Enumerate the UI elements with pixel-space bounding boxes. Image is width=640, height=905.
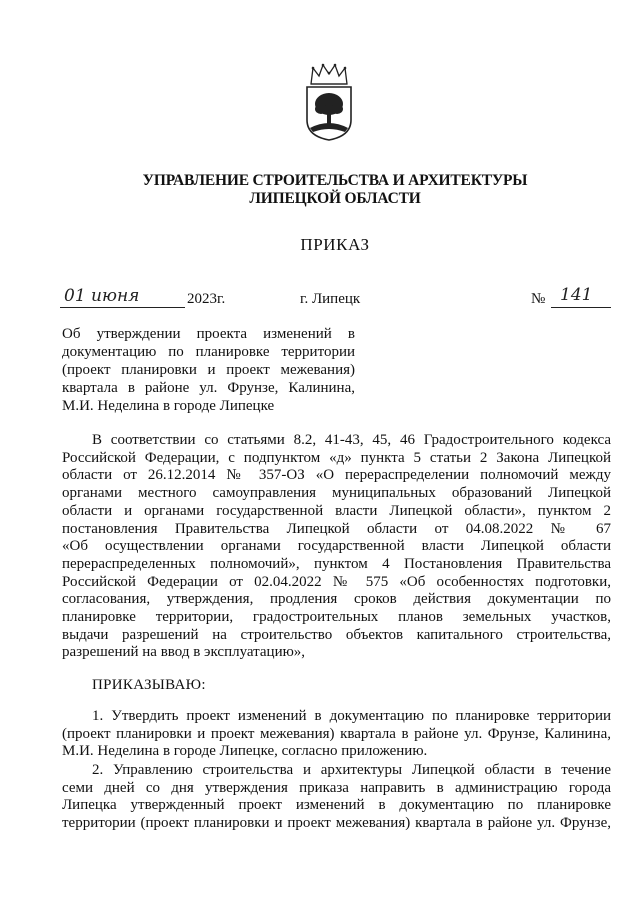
paragraph-line: (проект планировки и проект межевания) квартала в районе ул. Фрунзе, Калинина,	[62, 725, 611, 742]
paragraph-line: органами местного самоуправления муниципальных образований Липецкой	[62, 485, 611, 502]
paragraph-line: Липецка утвержденный проект изменений в документацию по планировке	[62, 797, 611, 814]
subject-line: документацию по планировке территории	[62, 344, 355, 360]
handwritten-number: 141	[560, 285, 593, 305]
organization-name-line2: ЛИПЕЦКОЙ ОБЛАСТИ	[249, 190, 421, 207]
document-type-title: ПРИКАЗ	[300, 235, 370, 254]
decree-word: ПРИКАЗЫВАЮ:	[92, 677, 206, 693]
paragraph-line: перераспределенных полномочий», пунктом 4 Постановления Правительства	[62, 555, 611, 572]
order-item-1	[62, 708, 611, 761]
paragraph-line: разрешений на ввод в эксплуатацию»,	[62, 644, 306, 661]
organization-name-line1: УПРАВЛЕНИЕ СТРОИТЕЛЬСТВА И АРХИТЕКТУРЫ	[142, 172, 528, 189]
subject-line: Об утверждении проекта изменений в	[62, 326, 355, 342]
subject-line: (проект планировки и проект межевания)	[62, 362, 355, 378]
document-subject	[62, 325, 355, 415]
paragraph-line: области от 26.12.2014 № 357-ОЗ «О перераспределении полномочий между	[62, 467, 611, 484]
handwritten-date: 01 июня	[64, 286, 140, 306]
paragraph-line: согласования, утверждения, продления сроков действия документации по	[62, 591, 611, 608]
date-underline	[60, 307, 185, 308]
subject-line: квартала в районе ул. Фрунзе, Калинина,	[62, 380, 355, 396]
lipetsk-coat-of-arms-icon	[301, 62, 357, 142]
paragraph-line: 2. Управлению строительства и архитектуры Липецкой области в течение	[92, 762, 611, 778]
paragraph-line: М.И. Неделина в городе Липецке, согласно приложению.	[62, 743, 428, 760]
paragraph-line: территории (проект планировки и проект межевания) квартала в районе ул. Фрунзе,	[62, 815, 611, 832]
paragraph-line: области и органами государственной власти Липецкой области», пунктом 2	[62, 502, 611, 519]
paragraph-line: 1. Утвердить проект изменений в документацию по планировке территории	[92, 708, 611, 724]
paragraph-line: выдачи разрешений на строительство объектов капитального строительства,	[62, 626, 611, 643]
document-year: 2023г.	[187, 291, 226, 307]
document-city: г. Липецк	[300, 291, 361, 307]
preamble-paragraph	[62, 432, 611, 662]
order-item-2	[62, 762, 611, 833]
paragraph-line: В соответствии со статьями 8.2, 41-43, 45, 46 Градостроительного кодекса	[92, 432, 611, 448]
number-underline	[551, 307, 611, 308]
paragraph-line: семи дней со дня утверждения приказа направить в администрацию города	[62, 779, 611, 796]
paragraph-line: Российской Федерации от 02.04.2022 № 575 «Об особенностях подготовки,	[62, 573, 611, 590]
paragraph-line: Российской Федерации, с подпунктом «д» пункта 5 статьи 2 Закона Липецкой	[62, 449, 611, 466]
paragraph-line: планировке территории, градостроительных планов земельных участков,	[62, 609, 611, 626]
number-label: №	[531, 291, 546, 307]
subject-line: М.И. Неделина в городе Липецке	[62, 398, 275, 414]
paragraph-line: постановления Правительства Липецкой области от 04.08.2022 № 67	[62, 520, 611, 537]
paragraph-line: «Об осуществлении органами государственной власти Липецкой области	[62, 538, 611, 555]
